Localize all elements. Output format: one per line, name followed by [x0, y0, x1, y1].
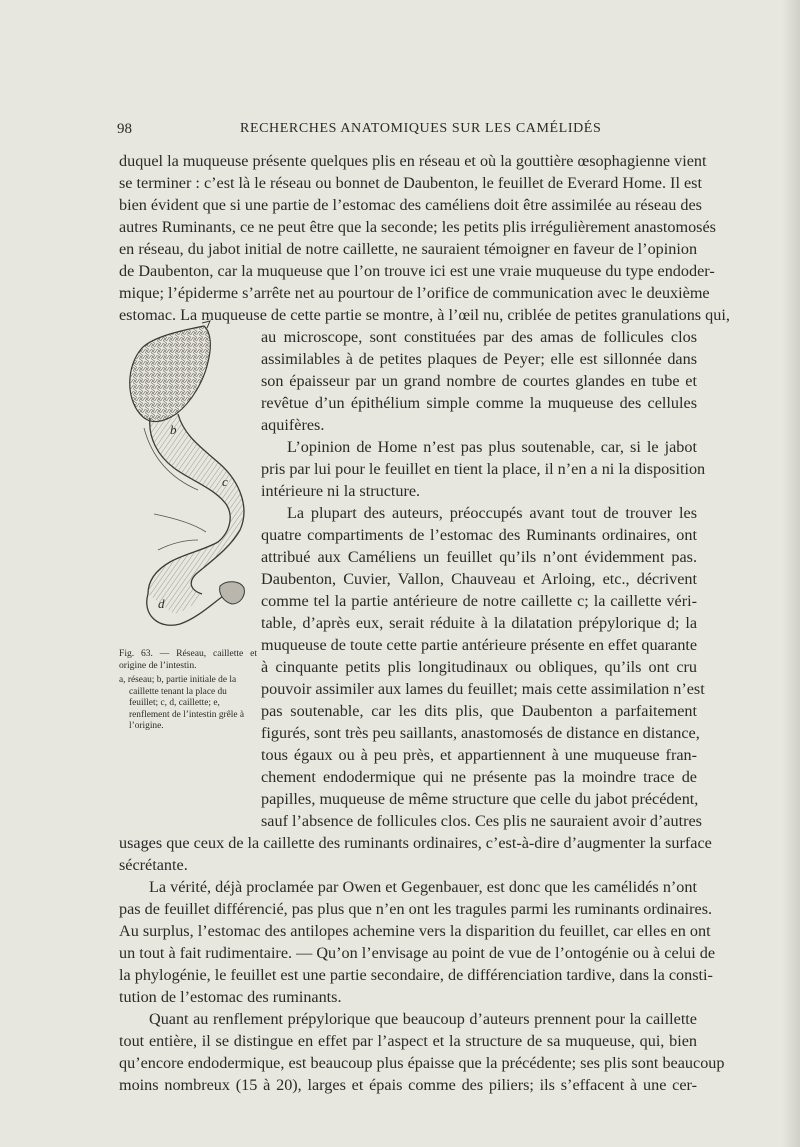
page-header — [0, 121, 800, 141]
text-line: se terminer : c’est là le réseau ou bonnet de Daubenton, le feuillet de Everard Home. Il est — [119, 174, 702, 192]
text-line: pris par lui pour le feuillet en tient la place, il n’en a ni la disposition — [261, 460, 706, 478]
figure-caption-body — [119, 675, 253, 733]
text-line: Au surplus, l’estomac des antilopes achemine vers la disparition du feuillet, car elles en ont — [119, 922, 711, 940]
text-line: intérieure ni la structure. — [261, 482, 421, 500]
text-line: moins nombreux (15 à 20), larges et épais comme des piliers; ils s’effacent à une cer- — [119, 1076, 697, 1094]
running-head: RECHERCHES ANATOMIQUES SUR LES CAMÉLIDÉS — [240, 121, 602, 136]
text-line: bien évident que si une partie de l’estomac des caméliens doit être assimilée au réseau des — [119, 196, 702, 214]
text-line: comme tel la partie antérieure de notre caillette c; la caillette véri- — [261, 592, 697, 610]
figure-label-b: b — [170, 422, 177, 437]
figure-label-d: d — [158, 596, 165, 611]
text-line: sécrétante. — [119, 856, 188, 874]
text-line: pouvoir assimiler aux lames du feuillet; mais cette assimilation n’est — [261, 680, 705, 698]
text-line: muqueuse de toute cette partie antérieure présente en effet quarante — [261, 636, 698, 654]
text-line: usages que ceux de la caillette des ruminants ordinaires, c’est-à-dire d’augmenter la surface — [119, 834, 712, 852]
text-line: son épaisseur par un grand nombre de courtes glandes en tube et — [261, 372, 697, 390]
figure-label-c: c — [222, 474, 228, 489]
text-line: aquifères. — [261, 416, 325, 434]
text-line: en réseau, du jabot initial de notre caillette, ne sauraient témoigner en faveur de l’opinion — [119, 240, 698, 258]
stomach-drawing — [114, 318, 254, 638]
text-line: L’opinion de Home n’est pas plus soutenable, car, si le jabot — [287, 438, 697, 456]
text-line: pas de feuillet différencié, pas plus que n’en ont les tragules parmi les ruminants ordinaires. — [119, 900, 713, 918]
text-line: un tout à fait rudimentaire. — Qu’on l’envisage au point de vue de l’ontogénie ou à celui de — [119, 944, 716, 962]
text-line: pas soutenable, car les dits plis, que Daubenton a parfaitement — [261, 702, 697, 720]
text-line: papilles, muqueuse de même structure que celle du jabot précédent, — [261, 790, 699, 808]
text-line: La plupart des auteurs, préoccupés avant tout de trouver les — [287, 504, 697, 522]
page-edge-shadow — [782, 0, 800, 1147]
text-line: assimilables à de petites plaques de Peyer; elle est sillonnée dans — [261, 350, 697, 368]
text-line: Quant au renflement prépylorique que beaucoup d’auteurs prennent pour la caillette — [149, 1010, 697, 1028]
text-line: chement endodermique qui ne présente pas la moindre trace de — [261, 768, 697, 786]
figure-caption-text: a, réseau; b, partie initiale de la caillette tenant la place du feuillet; c, d, caillette; e, renflement de l’intestin grêle à l’origine. — [119, 675, 245, 731]
text-line: quatre compartiments de l’estomac des Ruminants ordinaires, ont — [261, 526, 697, 544]
text-line: duquel la muqueuse présente quelques plis en réseau et où la gouttière œsophagienne vient — [119, 152, 707, 170]
text-line: attribué aux Caméliens un feuillet qu’ils n’ont évidemment pas. — [261, 548, 697, 566]
text-line: mique; l’épiderme s’arrête net au pourtour de l’orifice de communication avec le deuxième — [119, 284, 710, 302]
text-line: tout entière, il se distingue en effet par l’aspect et la structure de sa muqueuse, qui, bien — [119, 1032, 697, 1050]
text-line: la phylogénie, le feuillet est une partie secondaire, de différenciation tardive, dans la consti- — [119, 966, 713, 984]
text-line: de Daubenton, car la muqueuse que l’on trouve ici est une vraie muqueuse du type endoder- — [119, 262, 715, 280]
stomach-illustration — [114, 318, 254, 638]
text-line: au microscope, sont constituées par des amas de follicules clos — [261, 328, 697, 346]
text-line: revêtue d’un épithélium simple comme la muqueuse des cellules — [261, 394, 697, 412]
text-line: table, d’après eux, serait réduite à la dilatation prépylorique d; la — [261, 614, 697, 632]
page-number: 98 — [117, 121, 132, 137]
text-line: qu’encore endodermique, est beaucoup plus épaisse que la précédente; ses plis sont beaucoup — [119, 1054, 725, 1072]
text-line: autres Ruminants, ce ne peut être que la seconde; les petits plis irrégulièrement anastomosés — [119, 218, 716, 236]
text-line: estomac. La muqueuse de cette partie se montre, à l’œil nu, criblée de petites granulations qui, — [119, 306, 730, 324]
text-line: sauf l’absence de follicules clos. Ces plis ne sauraient avoir d’autres — [261, 812, 702, 830]
text-line: tous égaux ou à peu près, et appartiennent à une muqueuse fran- — [261, 746, 697, 764]
text-line: Daubenton, Cuvier, Vallon, Chauveau et Arloing, etc., décrivent — [261, 570, 697, 588]
text-line: La vérité, déjà proclamée par Owen et Gegenbauer, est donc que les camélidés n’ont — [149, 878, 697, 896]
figure-caption-title: Fig. 63. — Réseau, caillette et origine de l’intestin. — [119, 648, 257, 671]
text-line: figurés, sont très peu saillants, anastomosés de distance en distance, — [261, 724, 700, 742]
text-line: tution de l’estomac des ruminants. — [119, 988, 342, 1006]
text-line: à cinquante petits plis longitudinaux ou obliques, qu’ils ont cru — [261, 658, 697, 676]
